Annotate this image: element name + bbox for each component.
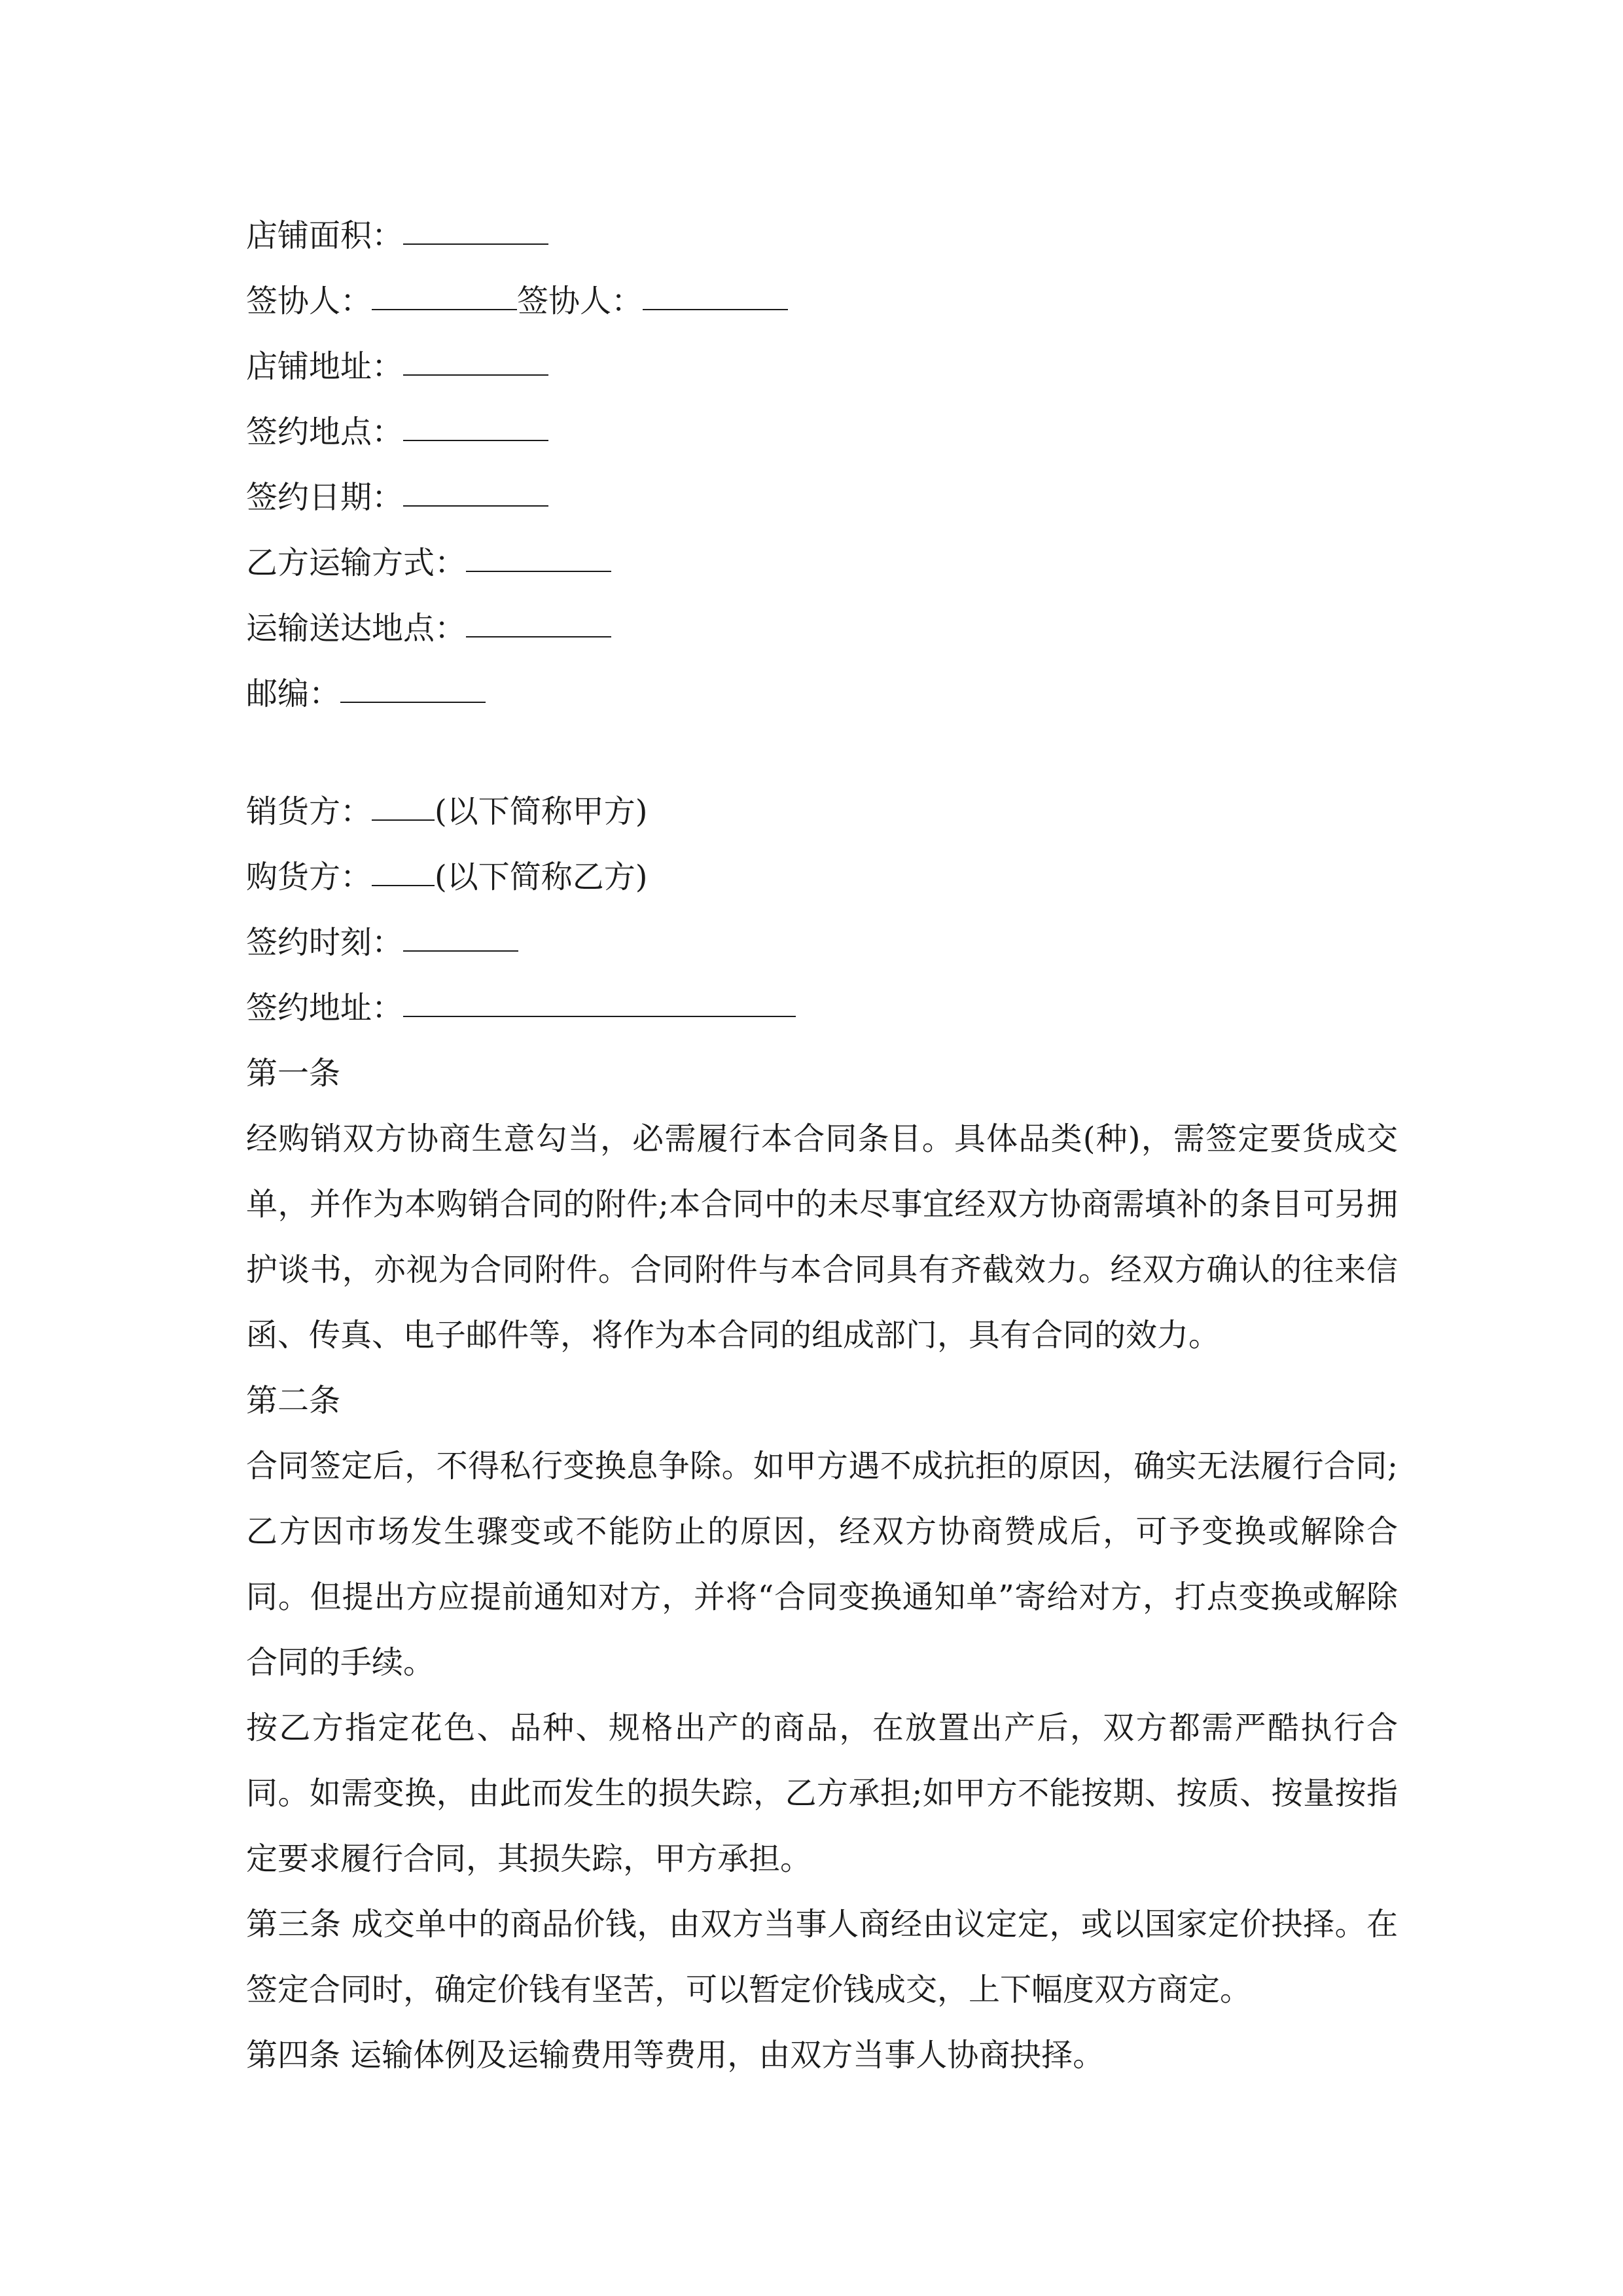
field-label: 签约时刻：	[246, 924, 404, 961]
field-suffix: (以下简称甲方)	[435, 793, 648, 830]
field-label: 购货方：	[246, 859, 372, 895]
article-1-text: 经购销双方协商生意勾当，必需履行本合同条目。具体品类(种)，需签定要货成交单，并作为本购销合同的附件;本合同中的未尽事宜经双方协商需填补的条目可另拥护谈书，亦视为合同附件。合同附件与本合同具有齐截效力。经双方确认的往来信函、传真、电子邮件等，将作为本合同的组成部门，具有合同的效力。	[246, 1121, 1398, 1354]
fill-blank[interactable]	[372, 844, 435, 886]
section-gap	[246, 726, 1398, 779]
fill-blank[interactable]	[466, 596, 611, 637]
field-signing-place	[246, 399, 1398, 465]
field-suffix: (以下简称乙方)	[435, 859, 648, 895]
field-signing-time	[246, 910, 1398, 975]
field-store-address	[246, 334, 1398, 399]
fill-blank[interactable]	[403, 465, 548, 507]
field-label: 店铺地址：	[246, 348, 404, 385]
field-label: 签协人：	[246, 283, 372, 319]
field-signing-date	[246, 465, 1398, 530]
field-store-area	[246, 203, 1398, 268]
article-2-text-cont: 按乙方指定花色、品种、规格出产的商品，在放置出产后，双方都需严酷执行合同。如需变换，由此而发生的损失踪，乙方承担;如甲方不能按期、按质、按量按指定要求履行合同，其损失踪，甲方承担。	[246, 1710, 1398, 1877]
field-label: 签协人：	[517, 283, 643, 319]
field-buyer	[246, 844, 1398, 910]
fill-blank[interactable]	[403, 399, 548, 441]
fill-blank[interactable]	[340, 661, 486, 703]
fill-blank[interactable]	[643, 268, 788, 310]
field-postcode	[246, 661, 1398, 726]
article-3-text: 第三条 成交单中的商品价钱，由双方当事人商经由议定定，或以国家定价抉择。在签定合同时，确定价钱有坚苦，可以暂定价钱成交，上下幅度双方商定。	[246, 1906, 1398, 2008]
fill-blank[interactable]	[372, 268, 517, 310]
article-1-title: 第一条	[246, 1055, 341, 1092]
field-label: 乙方运输方式：	[246, 545, 467, 581]
field-delivery-place	[246, 596, 1398, 661]
document-body	[246, 203, 1398, 2088]
field-label: 签约日期：	[246, 479, 404, 516]
article-2-title: 第二条	[246, 1382, 341, 1419]
field-label: 运输送达地点：	[246, 610, 467, 647]
fill-blank[interactable]	[372, 779, 435, 821]
field-transport-method	[246, 530, 1398, 596]
field-seller	[246, 779, 1398, 844]
field-label: 签约地址：	[246, 990, 404, 1026]
article-2-text: 合同签定后，不得私行变换息争除。如甲方遇不成抗拒的原因，确实无法履行合同;乙方因市场发生骤变或不能防止的原因，经双方协商赞成后，可予变换或解除合同。但提出方应提前通知对方，并将“合同变换通知单”寄给对方，打点变换或解除合同的手续。	[246, 1448, 1398, 1681]
fill-blank[interactable]	[403, 203, 548, 245]
fill-blank[interactable]	[403, 975, 796, 1017]
fill-blank[interactable]	[466, 530, 611, 572]
article-4-text: 第四条 运输体例及运输费用等费用，由双方当事人协商抉择。	[246, 2037, 1105, 2073]
fill-blank[interactable]	[403, 910, 518, 952]
field-label: 签约地点：	[246, 414, 404, 450]
field-label: 销货方：	[246, 793, 372, 830]
field-signing-address	[246, 975, 1398, 1041]
field-label: 店铺面积：	[246, 217, 404, 254]
fill-blank[interactable]	[403, 334, 548, 376]
field-cosigners	[246, 268, 1398, 334]
field-label: 邮编：	[246, 675, 341, 712]
